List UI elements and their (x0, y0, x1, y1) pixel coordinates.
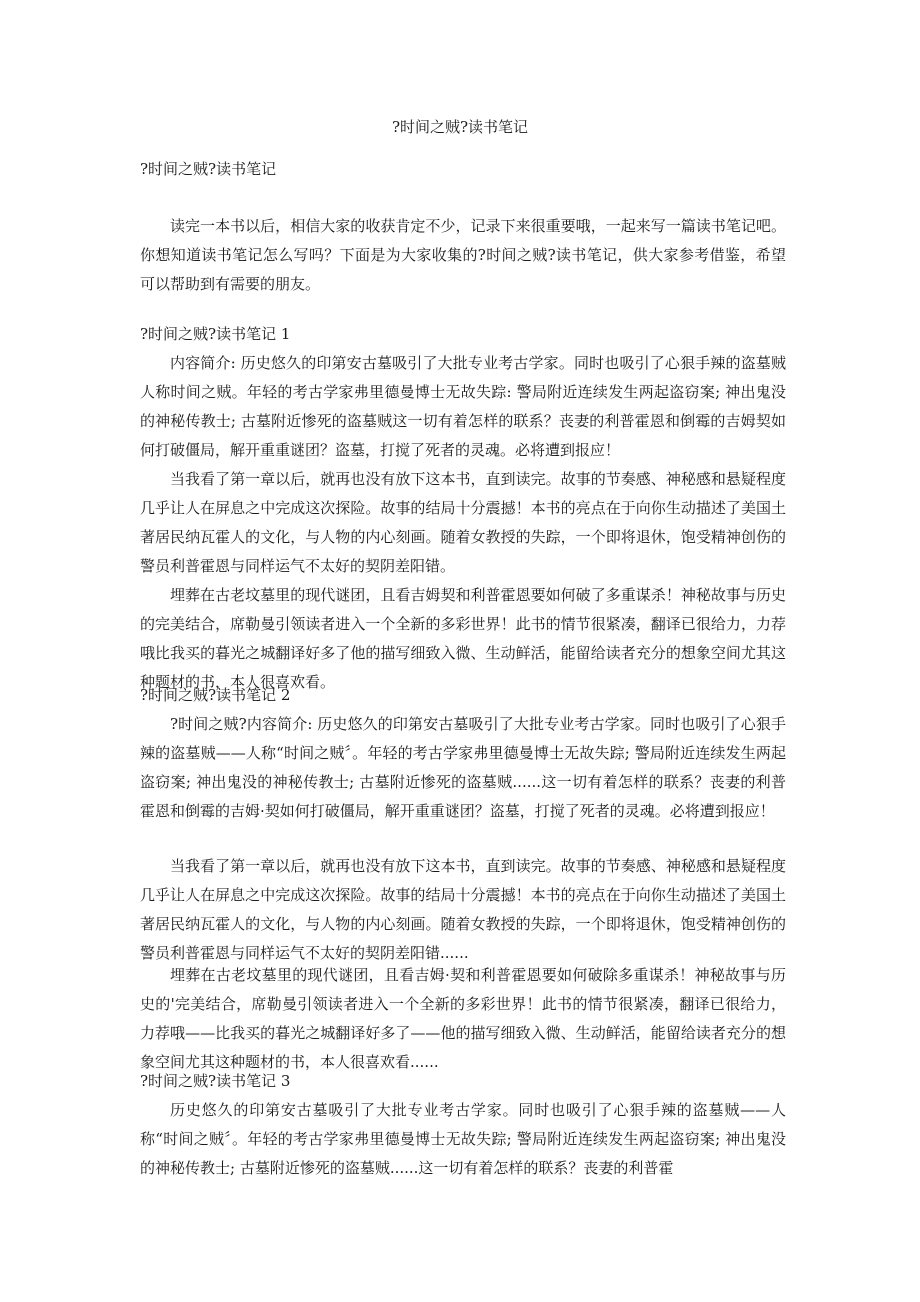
intro-paragraph: 读完一本书以后，相信大家的收获肯定不少，记录下来很重要哦，一起来写一篇读书笔记吧。你想知道读书笔记怎么写吗？下面是为大家收集的?时间之贼?读书笔记，供大家参考借鉴，希望可以帮助到有需要的朋友。 (140, 217, 786, 293)
section-1-paragraph-1: 内容简介: 历史悠久的印第安古墓吸引了大批专业考古学家。同时也吸引了心狠手辣的盗墓贼人称时间之贼。年轻的考古学家弗里德曼博士无故失踪: 警局附近连续发生两起盗窃案; 神出鬼没的神秘传教士; 古墓附近惨死的盗墓贼这一切有着怎样的联系？丧妻的利普霍恩和倒霉的吉姆契如何打破僵局，解开重重谜团？盗墓，打搅了死者的灵魂。必将遭到报应！ (140, 354, 786, 459)
section-heading: ?时间之贼?读书笔记 2 (140, 686, 291, 704)
section-2-paragraph-1: ?时间之贼?内容简介: 历史悠久的印第安古墓吸引了大批专业考古学家。同时也吸引了心狠手辣的盗墓贼——人称“时间之贼〞。年轻的考古学家弗里德曼博士无故失踪; 警局附近连续发生两起盗窃案; 神出鬼没的神秘传教士; 古墓附近惨死的盗墓贼......这一切有着怎样的联系？丧妻的利普霍恩和倒霉的吉姆·契如何打破僵局，解开重重谜团？盗墓，打搅了死者的灵魂。必将遭到报应！ (140, 715, 786, 820)
section-1-paragraph-2: 当我看了第一章以后，就再也没有放下这本书，直到读完。故事的节奏感、神秘感和悬疑程度几乎让人在屏息之中完成这次探险。故事的结局十分震撼！本书的亮点在于向你生动描述了美国土著居民纳瓦霍人的文化，与人物的内心刻画。随着女教授的失踪，一个即将退休，饱受精神创伤的警员利普霍恩与同样运气不太好的契阴差阳错。 (140, 470, 786, 575)
section-heading: ?时间之贼?读书笔记 1 (140, 325, 291, 343)
section-3-paragraph-1: 历史悠久的印第安古墓吸引了大批专业考古学家。同时也吸引了心狠手辣的盗墓贼——人称“时间之贼〞。年轻的考古学家弗里德曼博士无故失踪; 警局附近连续发生两起盗窃案; 神出鬼没的神秘传教士; 古墓附近惨死的盗墓贼......这一切有着怎样的联系？丧妻的利普霍 (140, 1101, 786, 1177)
section-heading: ?时间之贼?读书笔记 3 (140, 1072, 291, 1090)
document-title: ?时间之贼?读书笔记 (391, 118, 529, 136)
section-2-paragraph-3: 埋葬在古老坟墓里的现代谜团，且看吉姆·契和利普霍恩要如何破除多重谋杀！神秘故事与历史的'完美结合，席勒曼引领读者进入一个全新的多彩世界！此书的情节很紧凑，翻译已很给力，力荐哦——比我买的暮光之城翻译好多了——他的描写细致入微、生动鲜活，能留给读者充分的想象空间尤其这种题材的书，本人很喜欢看...... (140, 966, 786, 1071)
document-subtitle: ?时间之贼?读书笔记 (140, 160, 277, 178)
section-1-paragraph-3: 埋葬在古老坟墓里的现代谜团，且看吉姆契和利普霍恩要如何破了多重谋杀！神秘故事与历史的完美结合，席勒曼引领读者进入一个全新的多彩世界！此书的情节很紧凑，翻译已很给力，力荐哦比我买的暮光之城翻译好多了他的描写细致入微、生动鲜活，能留给读者充分的想象空间尤其这种题材的书，本人很喜欢看。 (140, 586, 786, 691)
section-2-paragraph-2: 当我看了第一章以后，就再也没有放下这本书，直到读完。故事的节奏感、神秘感和悬疑程度几乎让人在屏息之中完成这次探险。故事的结局十分震撼！本书的亮点在于向你生动描述了美国土著居民纳瓦霍人的文化，与人物的内心刻画。随着女教授的失踪，一个即将退休，饱受精神创伤的警员利普霍恩与同样运气不太好的契阴差阳错...... (140, 857, 786, 962)
